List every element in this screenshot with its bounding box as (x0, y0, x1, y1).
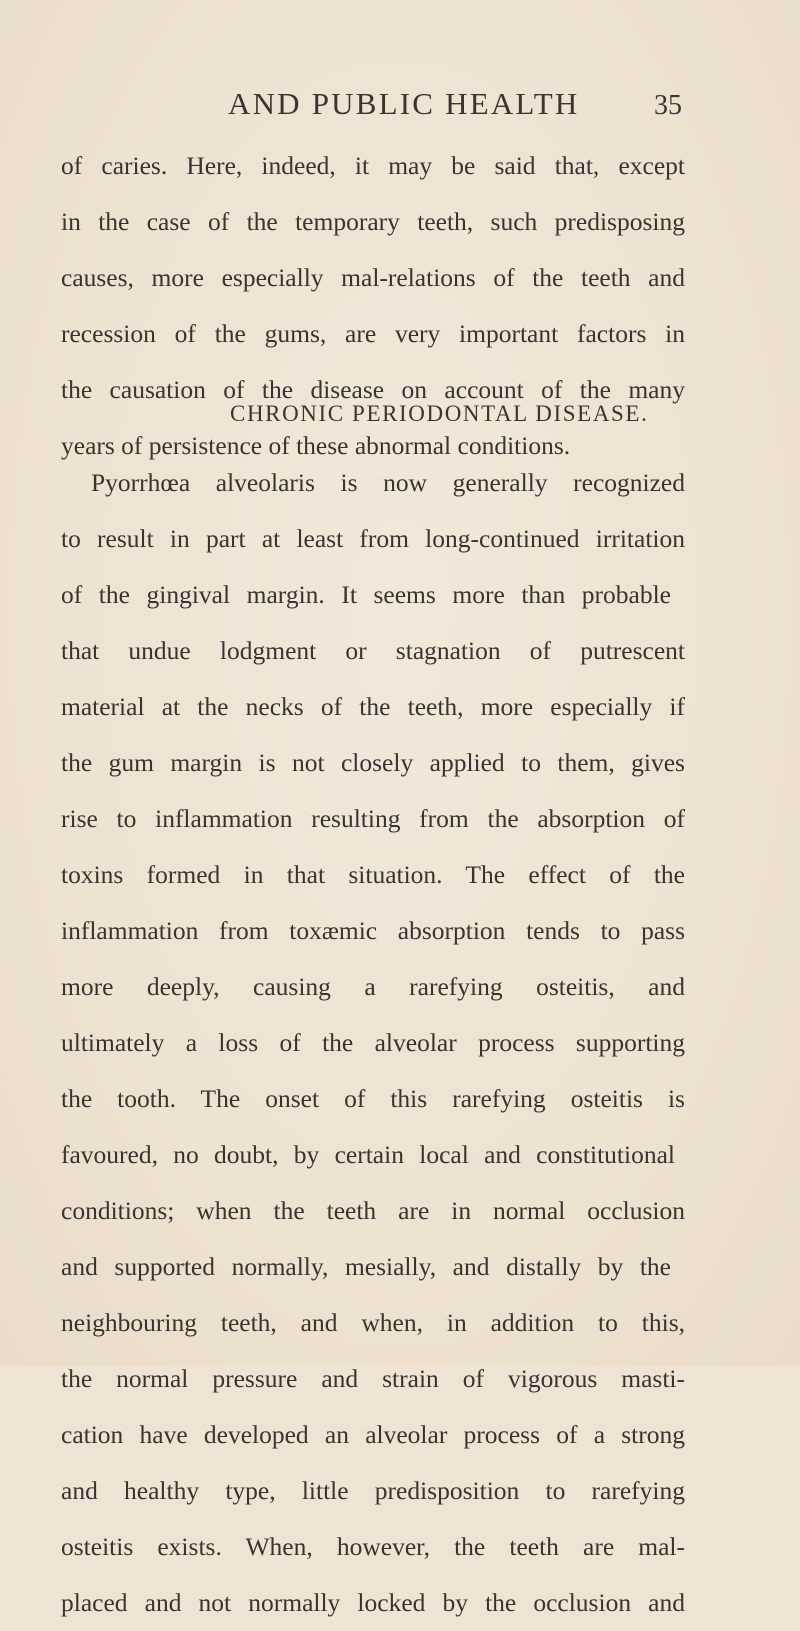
text-line: in the case of the temporary teeth, such predisposing (61, 207, 685, 236)
text-line: material at the necks of the teeth, more especially if (61, 692, 685, 721)
text-line: osteitis exists. When, however, the teeth are mal- (61, 1532, 685, 1561)
text-line: favoured, no doubt, by certain local and constitutional (61, 1140, 675, 1169)
text-line: the tooth. The onset of this rarefying osteitis is (61, 1084, 685, 1113)
text-line: years of persistence of these abnormal conditions. (61, 431, 571, 460)
text-line: causes, more especially mal-relations of the teeth and (61, 263, 685, 292)
running-head (0, 86, 800, 126)
text-line: the gum margin is not closely applied to them, gives (61, 748, 685, 777)
text-line: of the gingival margin. It seems more than probable (61, 580, 671, 609)
text-line: the normal pressure and strain of vigorous masti- (61, 1364, 685, 1393)
text-line: cation have developed an alveolar process of a strong (61, 1420, 685, 1449)
text-line: conditions; when the teeth are in normal occlusion (61, 1196, 685, 1225)
section-heading (0, 401, 800, 441)
text-line: that undue lodgment or stagnation of putrescent (61, 636, 685, 665)
text-line: more deeply, causing a rarefying osteitis, and (61, 972, 685, 1001)
text-line: inflammation from toxæmic absorption tends to pass (61, 916, 685, 945)
text-line: to result in part at least from long-continued irritation (61, 524, 685, 553)
page-number: 35 (654, 90, 682, 121)
text-line: rise to inflammation resulting from the absorption of (61, 804, 685, 833)
section-heading-text: CHRONIC PERIODONTAL DISEASE. (230, 401, 649, 426)
text-line: toxins formed in that situation. The effect of the (61, 860, 685, 889)
text-line: and healthy type, little predisposition to rarefying (61, 1476, 685, 1505)
text-line: of caries. Here, indeed, it may be said that, except (61, 151, 685, 180)
text-line: neighbouring teeth, and when, in addition to this, (61, 1308, 685, 1337)
text-line: and supported normally, mesially, and distally by the (61, 1252, 671, 1281)
running-title: AND PUBLIC HEALTH (228, 86, 580, 121)
text-line: ultimately a loss of the alveolar process supporting (61, 1028, 685, 1057)
text-line: Pyorrhœa alveolaris is now generally recognized (91, 468, 685, 497)
text-line: recession of the gums, are very important factors in (61, 319, 685, 348)
text-line: placed and not normally locked by the occlusion and (61, 1588, 685, 1617)
text-line: the causation of the disease on account of the many (61, 375, 685, 404)
